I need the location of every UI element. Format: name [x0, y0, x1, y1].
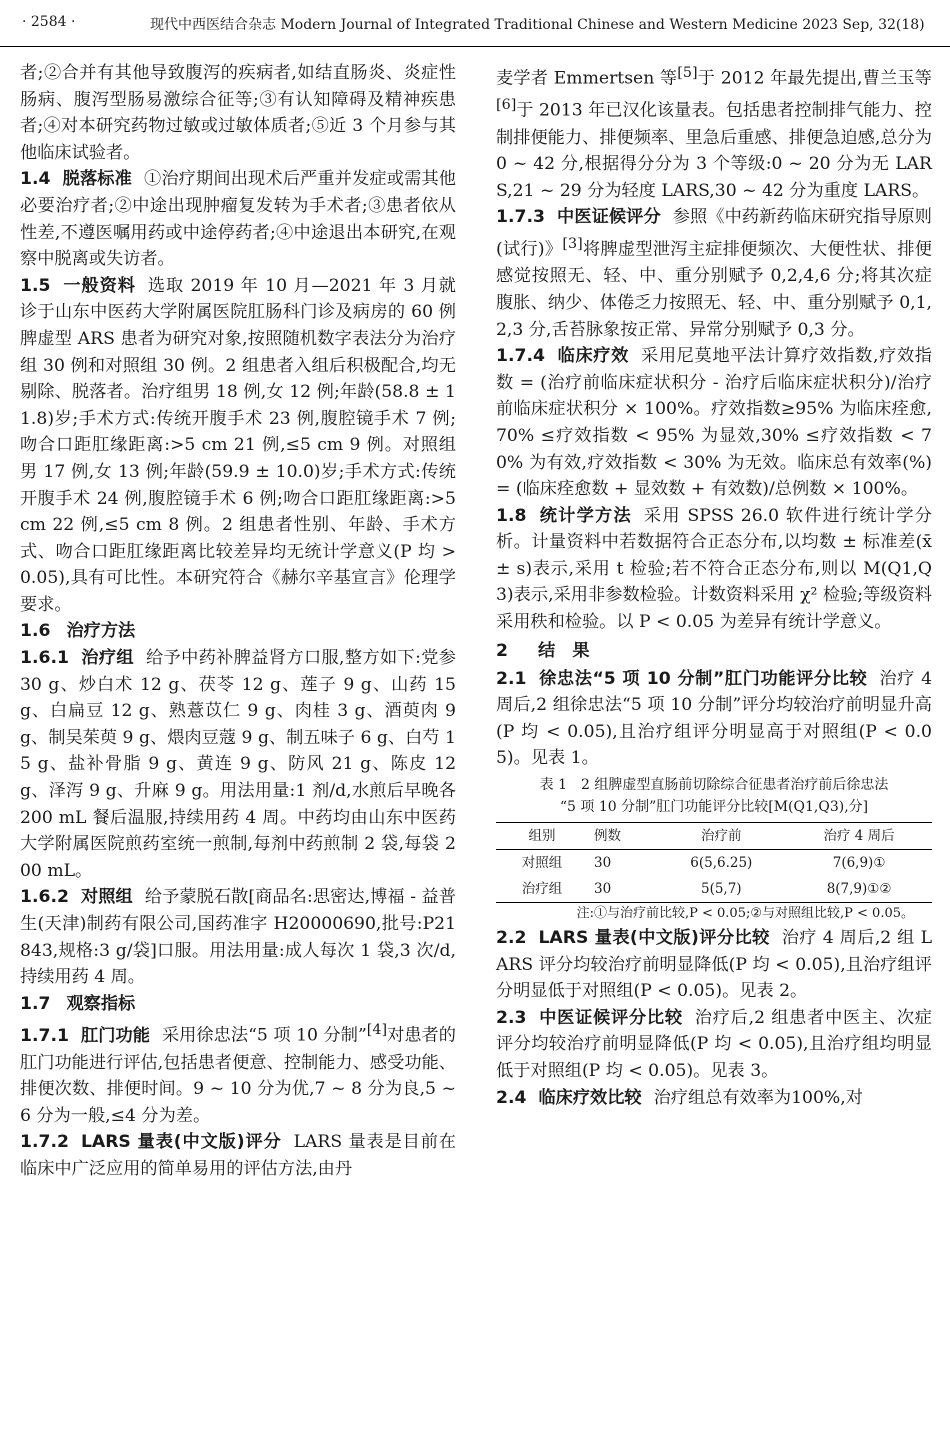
section-1-8: [496, 503, 932, 636]
table-1-caption-line-1: 表 1 2 组脾虚型直肠前切除综合征患者治疗前后徐忠法: [539, 777, 889, 794]
section-1-7-3-text-a: 参照《中药新药临床研究指导原则(试行)》: [496, 207, 932, 260]
section-1-7-4: [496, 343, 932, 503]
section-1-4: [20, 166, 456, 272]
table-1-caption-line-2: “5 项 10 分制”肛门功能评分比较[M(Q1,Q3),分]: [559, 799, 869, 816]
section-2-3-number: 2.3: [496, 1007, 527, 1028]
page-header: [0, 0, 950, 47]
section-1-7-2-title: LARS 量表(中文版)评分: [80, 1132, 282, 1153]
citation-5: [5]: [677, 65, 698, 81]
section-1-7-1-number: 1.7.1: [20, 1026, 69, 1047]
section-2-1-text: 治疗 4 周后,2 组徐忠法“5 项 10 分制”评分均较治疗前明显升高(P 均 < 0.05),且治疗组评分明显高于对照组(P < 0.05)。见表 1。: [496, 668, 933, 769]
section-2-3-text: 治疗后,2 组患者中医主、次症评分均较治疗前明显降低(P 均 < 0.05),且治疗组均明显低于对照组(P 均 < 0.05)。见表 3。: [496, 1007, 932, 1082]
section-1-6-1-title: 治疗组: [80, 648, 134, 669]
section-1-5: [20, 273, 456, 619]
section-1-7-heading: [20, 991, 456, 1018]
section-1-7-3-number: 1.7.3: [496, 207, 545, 228]
section-1-7-4-number: 1.7.4: [496, 346, 545, 367]
section-1-4-title: 脱落标准: [62, 169, 132, 190]
section-1-7-1-text-b: 对患者的肛门功能进行评估,包括患者便意、控制能力、感受功能、排便次数、排便时间。9 ~ 10 分为优,7 ~ 8 分为良,5 ~ 6 分为一般,≤4 分为差。: [20, 1026, 456, 1126]
citation-6: [6]: [496, 97, 517, 114]
table-header-count: 例数: [594, 828, 622, 845]
section-1-4-text: ①治疗期间出现术后严重并发症或需其他必要治疗者;②中途出现肿瘤复发转为手术者;③患者依从性差,不遵医嘱用药或中途停药者;④中途退出本研究,在观察中脱离或失访者。: [20, 169, 456, 270]
citation-4: [4]: [366, 1022, 388, 1039]
section-1-7-4-text: 采用尼莫地平法计算疗效指数,疗效指数 = (治疗前临床症状积分 - 治疗后临床症状积分)/治疗前临床症状积分 × 100%。疗效指数≥95% 为临床痊愈,70% ≤疗效指数 < 95% 为显效,30% ≤疗效指数 < 70% 为有效,疗效指数 < 30% 为无效。临床总有效率(%) = (临床痊愈数 + 显效数 + 有效数)/总例数 × 100%。: [496, 346, 932, 500]
section-2-number: 2: [496, 640, 508, 661]
section-2-4: [496, 1085, 932, 1112]
section-1-8-title: 统计学方法: [538, 505, 632, 526]
table-header-row: [496, 823, 932, 850]
section-1-7-4-title: 临床疗效: [556, 346, 629, 367]
section-2-4-title: 临床疗效比较: [538, 1087, 642, 1108]
section-2-2-title: LARS 量表(中文版)评分比较: [538, 928, 770, 949]
section-1-7-3-text-b: 将脾虚型泄泻主症排便频次、大便性状、排便感觉按照无、轻、中、重分别赋予 0,2,4,6 分;将其次症腹胀、纳少、体倦乏力按照无、轻、中、重分别赋予 0,1,2,3 分,舌苔脉象按正常、异常分别赋予 0,3 分。: [496, 239, 932, 340]
section-2-2: [496, 925, 932, 1005]
table-cell: 8(7,9)①②: [826, 881, 892, 898]
table-row: [496, 850, 932, 877]
section-1-8-number: 1.8: [496, 505, 527, 526]
right-column: [496, 60, 932, 1111]
section-1-5-number: 1.5: [20, 275, 51, 296]
section-1-6-1-text: 给予中药补脾益肾方口服,整方如下:党参 30 g、炒白术 12 g、茯苓 12 g、莲子 9 g、山药 15 g、白扁豆 12 g、熟薏苡仁 9 g、肉桂 3 g、酒萸肉 9 g、制吴茱萸 9 g、煨肉豆蔻 9 g、制五味子 6 g、白芍 15 g、盐补骨脂 9 g、黄连 9 g、防风 21 g、陈皮 12 g、泽泻 9 g、升麻 9 g。用法用量:1 剂/d,水煎后早晚各 200 mL 餐后温服,持续用药 4 周。中药均由山东中医药大学附属医院煎药室统一煎制,每剂中药煎制 2 袋,每袋 200 mL。: [20, 648, 456, 881]
section-2-2-number: 2.2: [496, 928, 527, 949]
lars-text-c: 于 2013 年已汉化该量表。包括患者控制排气能力、控制排便能力、排便频率、里急后重感、排便急迫感,总分为 0 ~ 42 分,根据得分分为 3 个等级:0 ~ 20 分为无 LARS,21 ~ 29 分为轻度 LARS,30 ~ 42 分为重度 LARS。: [496, 101, 932, 201]
section-1-7-1-title: 肛门功能: [80, 1026, 150, 1047]
section-1-7-1-text-a: 采用徐忠法“5 项 10 分制”: [161, 1026, 367, 1047]
section-1-6-2-text: 给予蒙脱石散[商品名:思密达,博福 - 益普生(天津)制药有限公司,国药准字 H20000690,批号:P21843,规格:3 g/袋]口服。用法用量:成人每次 1 袋,3 次/d,持续用药 4 周。: [20, 887, 456, 988]
section-1-5-title: 一般资料: [62, 275, 136, 296]
section-1-7-3: [496, 204, 932, 343]
section-1-8-text: 采用 SPSS 26.0 软件进行统计学分析。计量资料中若数据符合正态分布,以均数 ± 标准差(x̄ ± s)表示,采用 t 检验;若不符合正态分布,则以 M(Q1,Q3)表示,采用非参数检验。计数资料采用 χ² 检验;等级资料采用秩和检验。以 P < 0.05 为差异有统计学意义。: [496, 505, 932, 633]
table-cell: 30: [594, 855, 612, 872]
table-header-group: 组别: [528, 828, 556, 845]
section-1-7-1: [20, 1017, 456, 1129]
section-1-6-2-title: 对照组: [80, 887, 133, 908]
table-header-before: 治疗前: [701, 828, 742, 845]
section-1-7-3-title: 中医证候评分: [556, 207, 661, 228]
lars-text-a: 麦学者 Emmertsen 等: [496, 68, 678, 89]
section-1-7-2: [20, 1129, 456, 1182]
table-header-after: 治疗 4 周后: [823, 828, 895, 845]
section-1-7-2-text: LARS 量表是目前在临床中广泛应用的简单易用的评估方法,由丹: [20, 1132, 456, 1180]
section-2-1-title: 徐忠法“5 项 10 分制”肛门功能评分比较: [538, 668, 868, 689]
section-1-6-1: [20, 645, 456, 884]
table-cell: 5(5,7): [700, 881, 742, 898]
citation-3: [3]: [562, 236, 583, 253]
journal-title: 现代中西医结合杂志 Modern Journal of Integrated Traditional Chinese and Western Medicine 2023 Sep, 32(18): [150, 17, 925, 33]
lars-description: [496, 60, 932, 204]
section-1-4-number: 1.4: [20, 169, 51, 190]
section-1-7-2-number: 1.7.2: [20, 1132, 69, 1153]
section-2-2-text: 治疗 4 周后,2 组 LARS 评分均较治疗前明显降低(P 均 < 0.05),且治疗组评分明显低于对照组(P < 0.05)。见表 2。: [496, 928, 932, 1002]
table-1-note: 注:①与治疗前比较,P < 0.05;②与对照组比较,P < 0.05。: [576, 906, 914, 922]
section-1-5-text: 选取 2019 年 10 月—2021 年 3 月就诊于山东中医药大学附属医院肛肠科门诊及病房的 60 例脾虚型 ARS 患者为研究对象,按照随机数字表法分为治疗组 30 例和对照组 30 例。2 组患者入组后积极配合,均无剔除、脱落者。治疗组男 18 例,女 12 例;年龄(58.8 ± 11.8)岁;手术方式:传统开腹手术 23 例,腹腔镜手术 7 例;吻合口距肛缘距离:>5 cm 21 例,≤5 cm 9 例。对照组男 17 例,女 13 例;年龄(59.9 ± 10.0)岁;手术方式:传统开腹手术 24 例,腹腔镜手术 6 例;吻合口距肛缘距离:>5 cm 22 例,≤5 cm 8 例。2 组患者性别、年龄、手术方式、吻合口距肛缘距离比较差异均无统计学意义(P 均 > 0.05),具有可比性。本研究符合《赫尔辛基宣言》伦理学要求。: [20, 275, 456, 615]
exclusion-criteria-continued: 者;②合并有其他导致腹泻的疾病者,如结直肠炎、炎症性肠病、腹泻型肠易激综合征等;③有认知障碍及精神疾患者;④对本研究药物过敏或过敏体质者;⑤近 3 个月参与其他临床试验者。: [20, 63, 456, 163]
section-1-6-1-number: 1.6.1: [20, 648, 69, 669]
table-1: [496, 822, 932, 903]
table-1-caption: [496, 774, 932, 818]
page-number: · 2584 ·: [22, 14, 76, 30]
table-row: [496, 876, 932, 903]
left-column: [20, 60, 456, 1183]
table-cell: 30: [594, 881, 612, 898]
section-1-6-title: 治疗方法: [66, 621, 136, 642]
table-cell: 对照组: [521, 855, 563, 872]
lars-text-b: 于 2012 年最先提出,曹兰玉等: [697, 68, 932, 89]
section-1-6-number: 1.6: [20, 621, 51, 642]
section-2-heading: [496, 636, 932, 666]
table-cell: 6(5,6.25): [690, 855, 753, 872]
section-2-4-number: 2.4: [496, 1087, 527, 1108]
section-2-3: [496, 1005, 932, 1085]
section-1-6-2: [20, 884, 456, 990]
section-1-6-heading: [20, 618, 456, 645]
section-2-3-title: 中医证候评分比较: [538, 1007, 683, 1028]
section-1-7-number: 1.7: [20, 993, 51, 1014]
table-cell: 7(6,9)①: [832, 855, 886, 872]
table-cell: 治疗组: [521, 881, 563, 898]
section-2-title: 结 果: [537, 640, 590, 661]
section-1-7-title: 观察指标: [66, 993, 136, 1014]
section-1-6-2-number: 1.6.2: [20, 887, 69, 908]
section-2-4-text: 治疗组总有效率为100%,对: [653, 1087, 863, 1108]
section-2-1: [496, 666, 932, 772]
section-2-1-number: 2.1: [496, 668, 527, 689]
